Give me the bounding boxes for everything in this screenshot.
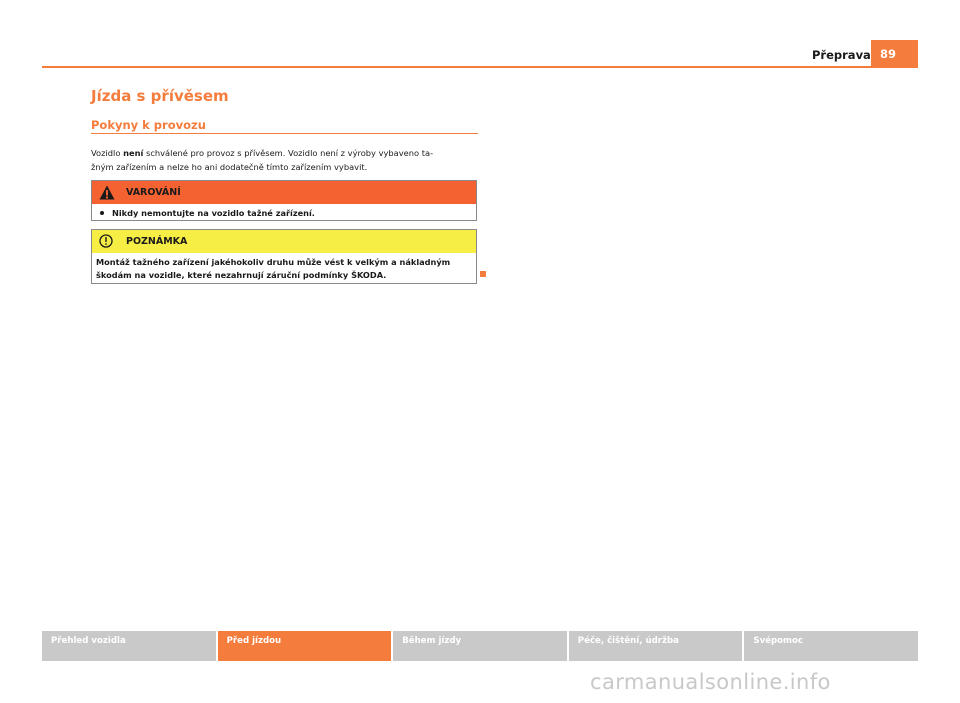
bullet-icon: [100, 211, 104, 215]
footer-tab-svepomoc[interactable]: Svépomoc: [744, 631, 918, 661]
body-prefix: Vozidlo: [91, 148, 124, 158]
warning-item-text: Nikdy nemontujte na vozidlo tažné zařízení.: [112, 208, 315, 218]
warning-title: VAROVÁNÍ: [126, 187, 181, 198]
page-title: Jízda s přívěsem: [91, 87, 229, 105]
footer-tab-pece-cisteni-udrzba[interactable]: Péče, čištění, údržba: [569, 631, 743, 661]
body-emphasis: není: [123, 148, 144, 158]
section-end-marker: [480, 271, 486, 277]
section-name: Přeprava: [812, 48, 871, 62]
footer-tab-prehled-vozidla[interactable]: Přehled vozidla: [42, 631, 216, 661]
exclamation-circle-icon: [99, 234, 113, 248]
note-text: Montáž tažného zařízení jakéhokoliv druhu může vést k velkým a nákladným škodám na vozidle, které nezahrnují záruční podmínky ŠKODA.: [96, 257, 451, 280]
body-paragraph: [91, 146, 481, 174]
section-subtitle: Pokyny k provozu: [91, 118, 206, 132]
note-title: POZNÁMKA: [126, 236, 188, 247]
header-rule: [42, 66, 918, 68]
warning-header: [92, 181, 476, 204]
footer-nav: [42, 631, 918, 661]
page-number: 89: [880, 47, 897, 61]
footer-tab-pred-jizdou[interactable]: Před jízdou: [218, 631, 392, 661]
note-box: [91, 229, 477, 284]
subtitle-rule: [91, 133, 478, 134]
footer-tab-behem-jizdy[interactable]: Během jízdy: [393, 631, 567, 661]
body-rest: schválené pro provoz s přívěsem. Vozidlo není z výroby vybaveno ta- žným zařízením a nelze ho ani dodatečně tímto zařízením vybavit.: [91, 148, 434, 172]
note-header: [92, 230, 476, 253]
watermark: carmanualsonline.info: [590, 670, 831, 694]
warning-triangle-icon: [99, 185, 115, 200]
warning-item: [100, 208, 315, 218]
warning-box: [91, 180, 477, 221]
